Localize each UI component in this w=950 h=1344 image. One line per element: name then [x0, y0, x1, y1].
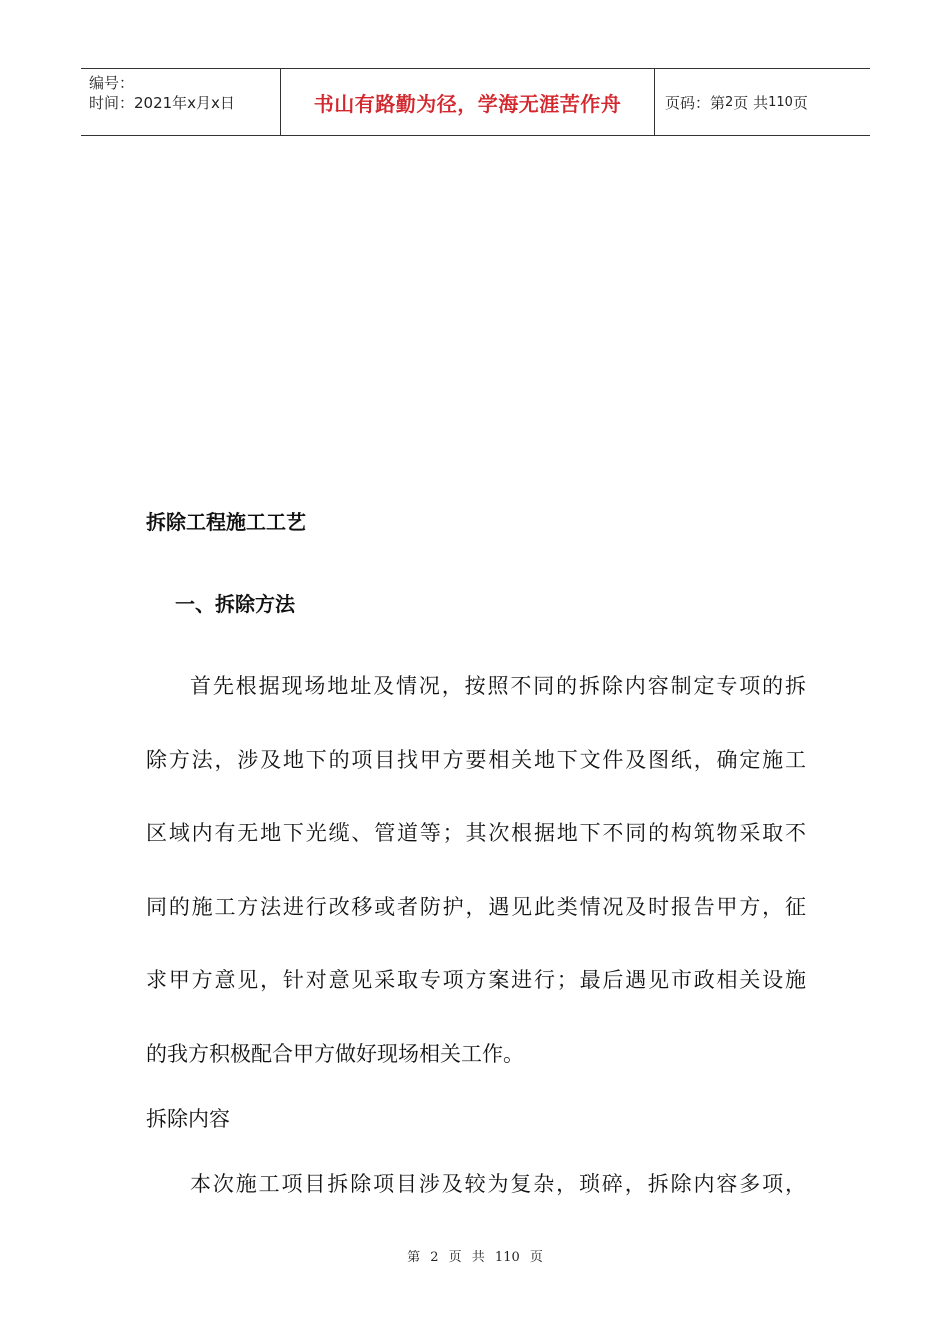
header-motto-cell — [281, 69, 655, 135]
header-motto: 书山有路勤为径，学海无涯苦作舟 — [313, 91, 622, 116]
document-time-label: 时间：2021年x月x日 — [89, 94, 235, 112]
page-label-mid: 页 共 — [733, 93, 769, 112]
section-heading: 一、拆除方法 — [175, 592, 295, 616]
paragraph-line: 同的施工方法进行改移或者防护，遇见此类情况及时报告甲方，征 — [146, 894, 806, 919]
document-title: 拆除工程施工工艺 — [146, 510, 306, 534]
subheading: 拆除内容 — [146, 1107, 230, 1131]
header-table — [81, 68, 870, 136]
paragraph-line: 求甲方意见，针对意见采取专项方案进行；最后遇见市政相关设施 — [146, 968, 806, 992]
paragraph-line: 除方法，涉及地下的项目找甲方要相关地下文件及图纸，确定施工 — [146, 747, 806, 772]
paragraph-line: 首先根据现场地址及情况，按照不同的拆除内容制定专项的拆 — [190, 674, 806, 698]
page-label-suffix: 页 — [792, 93, 808, 112]
header-page-cell — [655, 69, 870, 135]
page-total: 110 — [768, 94, 793, 110]
paragraph-line: 的我方积极配合甲方做好现场相关工作。 — [146, 1041, 524, 1066]
document-number-label: 编号： — [89, 74, 135, 92]
paragraph-line: 区域内有无地下光缆、管道等；其次根据地下不同的构筑物采取不 — [146, 821, 806, 845]
page-footer: 第 2 页 共 110 页 — [407, 1250, 543, 1265]
paragraph-1 — [146, 668, 806, 1109]
page-label-prefix: 页码：第 — [665, 93, 726, 112]
header-meta-cell — [81, 69, 281, 135]
page-current: 2 — [725, 94, 734, 110]
paragraph-2: 本次施工项目拆除项目涉及较为复杂，琐碎，拆除内容多项， — [190, 1172, 806, 1196]
